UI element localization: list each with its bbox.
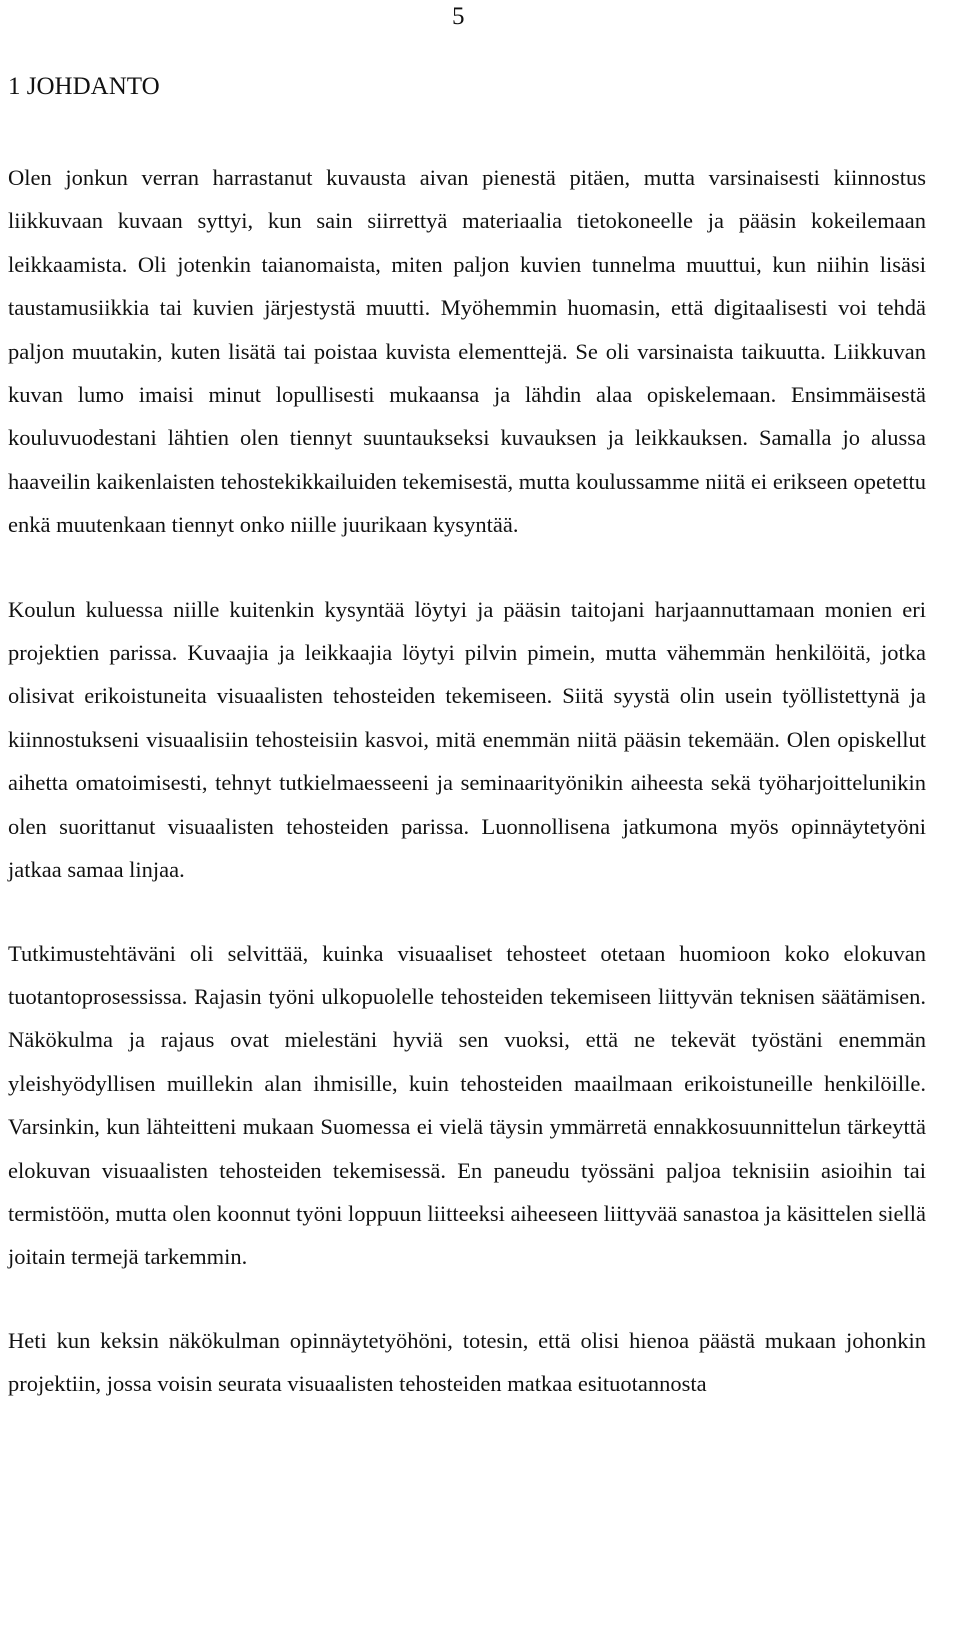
paragraph-project: Heti kun keksin näkökulman opinnäytetyöhöni, totesin, että olisi hienoa päästä mukaan johonkin projektiin, jossa voisin seurata visuaalisten tehosteiden matkaa esituotannosta [8,1327,926,1397]
document-body [8,156,926,1447]
page-number: 5 [452,3,465,30]
paragraph-school: Koulun kuluessa niille kuitenkin kysyntää löytyi ja pääsin taitojani harjaannuttamaan monien eri projektien parissa. Kuvaajia ja leikkaajia löytyi pilvin pimein, mutta vähemmän henkilöitä, jotka olisivat erikoistuneita visuaalisten tehosteiden tekemiseen. Siitä syystä olin usein työllistettynä ja kiinnostukseni visuaalisiin tehosteisiin kasvoi, mitä enemmän niitä pääsin tekemään. Olen opiskellut aihetta omatoimisesti, tehnyt tutkielmaesseeni ja seminaarityönikin aiheesta sekä työharjoittelunikin olen suorittanut visuaalisten tehosteiden parissa. Luonnollisena jatkumona myös opinnäytetyöni jatkaa samaa linjaa. [8,596,926,883]
paragraph-research-task: Tutkimustehtäväni oli selvittää, kuinka visuaaliset tehosteet otetaan huomioon koko elokuvan tuotantoprosessissa. Rajasin työni ulkopuolelle tehosteiden tekemiseen liittyvän teknisen säätämisen. Näkökulma ja rajaus ovat mielestäni hyviä sen vuoksi, että ne tekevät työstäni enemmän yleishyödyllisen muillekin alan ihmisille, kuin tehosteiden maailmaan erikoistuneille henkilöille. Varsinkin, kun lähteitteni mukaan Suomessa ei vielä täysin ymmärretä ennakkosuunnittelun tärkeyttä elokuvan visuaalisten tehosteiden tekemisessä. En paneudu työssäni paljoa teknisiin asioihin tai termistöön, mutta olen koonnut työni loppuun liitteeksi aiheeseen liittyvää sanastoa ja käsittelen siellä joitain termejä tarkemmin. [8,940,926,1270]
paragraph-intro: Olen jonkun verran harrastanut kuvausta aivan pienestä pitäen, mutta varsinaisesti kiinnostus liikkuvaan kuvaan syttyi, kun sain siirrettyä materiaalia tietokoneelle ja pääsin kokeilemaan leikkaamista. Oli jotenkin taianomaista, miten paljon kuvien tunnelma muuttui, kun niihin lisäsi taustamusiikkia tai kuvien järjestystä muutti. Myöhemmin huomasin, että digitaalisesti voi tehdä paljon muutakin, kuten lisätä tai poistaa kuvista elementtejä. Se oli varsinaista taikuutta. Liikkuvan kuvan lumo imaisi minut lopullisesti mukaansa ja lähdin alaa opiskelemaan. Ensimmäisestä kouluvuodestani lähtien olen tiennyt suuntaukseksi kuvauksen ja leikkauksen. Samalla jo alussa haaveilin kaikenlaisten tehostekikkailuiden tekemisestä, mutta koulussamme niitä ei erikseen opetettu enkä muutenkaan tiennyt onko niille juurikaan kysyntää. [8,165,926,538]
chapter-heading: 1 JOHDANTO [8,73,160,100]
